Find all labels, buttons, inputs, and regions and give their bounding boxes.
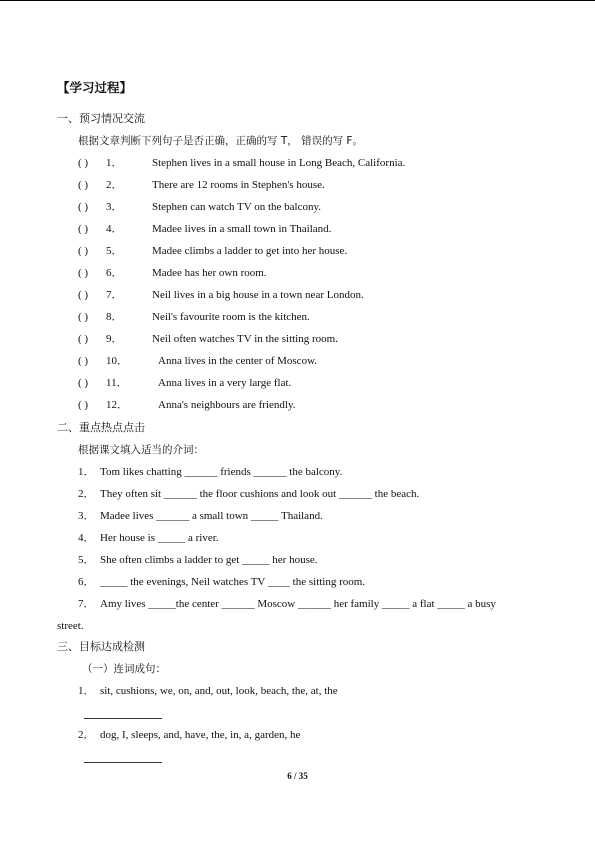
item-number: 10．: [106, 355, 128, 367]
item-number: 7．: [106, 289, 123, 301]
answer-blank[interactable]: ( ): [78, 355, 89, 367]
item-number: 2．: [78, 488, 95, 500]
fill-in-item: [78, 465, 342, 479]
item-number: 1．: [78, 466, 95, 478]
answer-blank[interactable]: ( ): [78, 201, 89, 213]
tf-item: [78, 244, 347, 258]
tf-item: [78, 266, 267, 280]
fill-in-item: [78, 575, 365, 589]
item-text: _____ the evenings, Neil watches TV ____ the sitting room.: [100, 576, 366, 588]
tf-item: [78, 310, 310, 324]
item-text: Amy lives _____the center ______ Moscow ______ her family _____ a flat _____ a busy: [100, 598, 496, 610]
item-number: 11．: [106, 377, 128, 389]
tf-item: [78, 178, 325, 192]
answer-blank[interactable]: ( ): [78, 399, 89, 411]
item-text: Madee climbs a ladder to get into her house.: [152, 245, 348, 257]
item-number: 5．: [106, 245, 123, 257]
item-number: 7．: [78, 598, 95, 610]
item-number: 3．: [78, 510, 95, 522]
fill-in-continuation: street.: [57, 620, 84, 632]
item-text: dog, I, sleeps, and, have, the, in, a, garden, he: [100, 729, 301, 741]
item-number: 12．: [106, 399, 128, 411]
item-text: Anna's neighbours are friendly.: [158, 399, 296, 411]
fill-in-item: [78, 597, 496, 611]
item-number: 8．: [106, 311, 123, 323]
item-text: Madee has her own room.: [152, 267, 267, 279]
section3-subtitle: （一）连词成句：: [82, 663, 166, 675]
fill-in-item: [78, 531, 219, 545]
item-text: Madee lives ______ a small town _____ Thailand.: [100, 510, 323, 522]
item-text: Her house is _____ a river.: [100, 532, 219, 544]
section3-title: 三、目标达成检测: [57, 640, 145, 653]
tf-item: [78, 288, 364, 302]
word-order-item: [78, 728, 300, 742]
item-text: Tom likes chatting ______ friends ______ the balcony.: [100, 466, 343, 478]
fill-in-item: [78, 509, 323, 523]
answer-blank[interactable]: ( ): [78, 223, 89, 235]
item-number: 1．: [78, 685, 95, 697]
section1-instruction: 根据文章判断下列句子是否正确，正确的写 T， 错误的写 F。: [78, 135, 363, 147]
item-text: Neil lives in a big house in a town near London.: [152, 289, 364, 301]
item-number: 2．: [106, 179, 123, 191]
tf-item: [78, 398, 296, 412]
answer-blank[interactable]: ( ): [78, 311, 89, 323]
item-text: They often sit ______ the floor cushions and look out ______ the beach.: [100, 488, 420, 500]
item-number: 2．: [78, 729, 95, 741]
fill-in-item: [78, 553, 318, 567]
item-text: Anna lives in a very large flat.: [158, 377, 292, 389]
page-title: 【学习过程】: [57, 80, 133, 95]
answer-blank[interactable]: ( ): [78, 267, 89, 279]
page-number: 6 / 35: [287, 771, 308, 781]
section1-title: 一、预习情况交流: [57, 112, 145, 125]
fill-in-item: [78, 487, 419, 501]
item-text: Neil's favourite room is the kitchen.: [152, 311, 310, 323]
tf-item: [78, 376, 291, 390]
tf-item: [78, 222, 331, 236]
header-rule: [0, 0, 595, 1]
item-text: sit, cushions, we, on, and, out, look, beach, the, at, the: [100, 685, 338, 697]
item-number: 9．: [106, 333, 123, 345]
item-text: Stephen can watch TV on the balcony.: [152, 201, 322, 213]
answer-blank[interactable]: ( ): [78, 377, 89, 389]
item-text: Stephen lives in a small house in Long Beach, California.: [152, 157, 406, 169]
answer-blank[interactable]: ( ): [78, 245, 89, 257]
item-number: 4．: [78, 532, 95, 544]
item-number: 1．: [106, 157, 123, 169]
tf-item: [78, 332, 338, 346]
tf-item: [78, 156, 405, 170]
item-number: 6．: [106, 267, 123, 279]
answer-blank[interactable]: ( ): [78, 333, 89, 345]
item-number: 4．: [106, 223, 123, 235]
word-order-item: [78, 684, 338, 698]
item-number: 5．: [78, 554, 95, 566]
answer-blank[interactable]: ( ): [78, 289, 89, 301]
tf-item: [78, 354, 317, 368]
item-text: She often climbs a ladder to get _____ her house.: [100, 554, 318, 566]
section2-instruction: 根据课文填入适当的介词：: [78, 444, 204, 456]
item-text: Madee lives in a small town in Thailand.: [152, 223, 332, 235]
item-number: 6．: [78, 576, 95, 588]
answer-line[interactable]: [84, 718, 162, 719]
item-number: 3．: [106, 201, 123, 213]
item-text: There are 12 rooms in Stephen's house.: [152, 179, 325, 191]
answer-blank[interactable]: ( ): [78, 179, 89, 191]
answer-line[interactable]: [84, 762, 162, 763]
tf-item: [78, 200, 321, 214]
answer-blank[interactable]: ( ): [78, 157, 89, 169]
section2-title: 二、重点热点点击: [57, 421, 145, 434]
item-text: Neil often watches TV in the sitting room.: [152, 333, 338, 345]
item-text: Anna lives in the center of Moscow.: [158, 355, 318, 367]
